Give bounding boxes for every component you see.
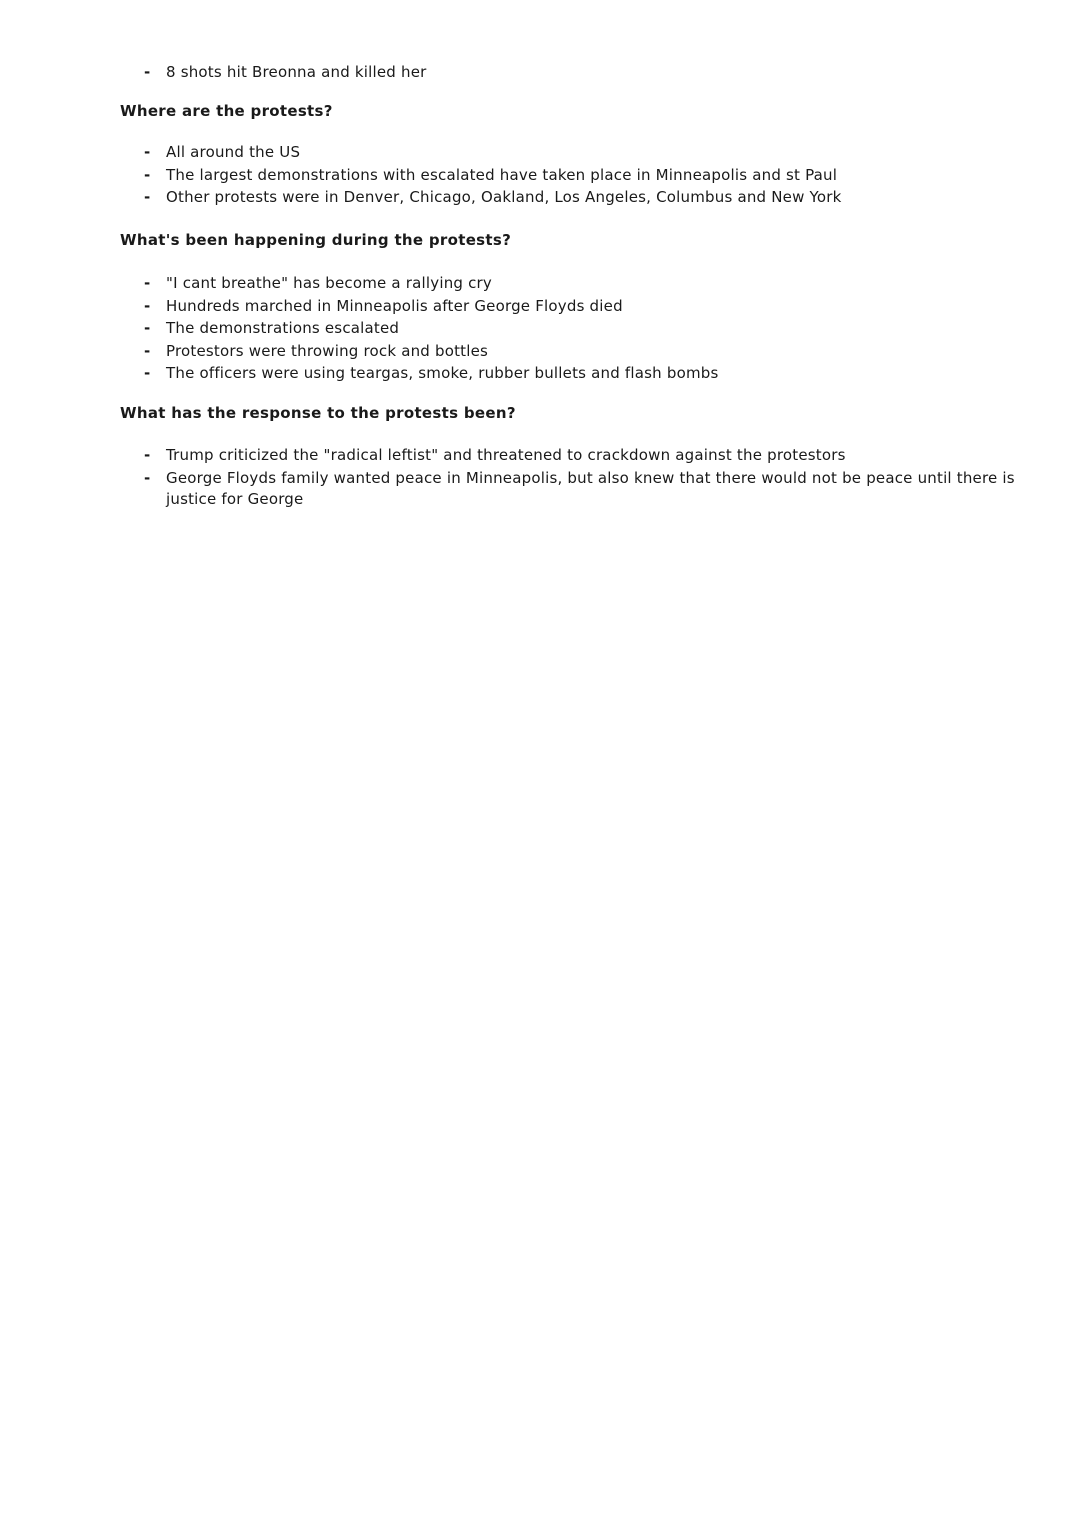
section-list-happening — [0, 273, 1080, 386]
bullet-list-happening — [0, 273, 1080, 384]
section-heading-happening: What's been happening during the protests? — [120, 231, 512, 249]
list-item: - George Floyds family wanted peace in Minneapolis, but also knew that there would not be peace until there is justice for George — [0, 468, 1080, 510]
list-item: - The demonstrations escalated — [0, 318, 1080, 339]
intro-list-block — [0, 62, 1080, 85]
list-item: - The largest demonstrations with escalated have taken place in Minneapolis and st Paul — [0, 165, 1080, 186]
list-item: - Hundreds marched in Minneapolis after George Floyds died — [0, 296, 1080, 317]
section-heading-response: What has the response to the protests been? — [120, 404, 516, 422]
list-item: - All around the US — [0, 142, 1080, 163]
list-item: - Trump criticized the "radical leftist" and threatened to crackdown against the protestors — [0, 445, 1080, 466]
section-heading-where: Where are the protests? — [120, 102, 333, 120]
list-item: - The officers were using teargas, smoke, rubber bullets and flash bombs — [0, 363, 1080, 384]
bullet-list-where — [0, 142, 1080, 208]
list-item: - Other protests were in Denver, Chicago, Oakland, Los Angeles, Columbus and New York — [0, 187, 1080, 208]
list-item: - 8 shots hit Breonna and killed her — [0, 62, 1080, 83]
list-item: - "I cant breathe" has become a rallying cry — [0, 273, 1080, 294]
list-item: - Protestors were throwing rock and bottles — [0, 341, 1080, 362]
bullet-list-response — [0, 445, 1080, 510]
section-list-response — [0, 445, 1080, 511]
section-list-where — [0, 142, 1080, 210]
intro-list — [0, 62, 1080, 83]
